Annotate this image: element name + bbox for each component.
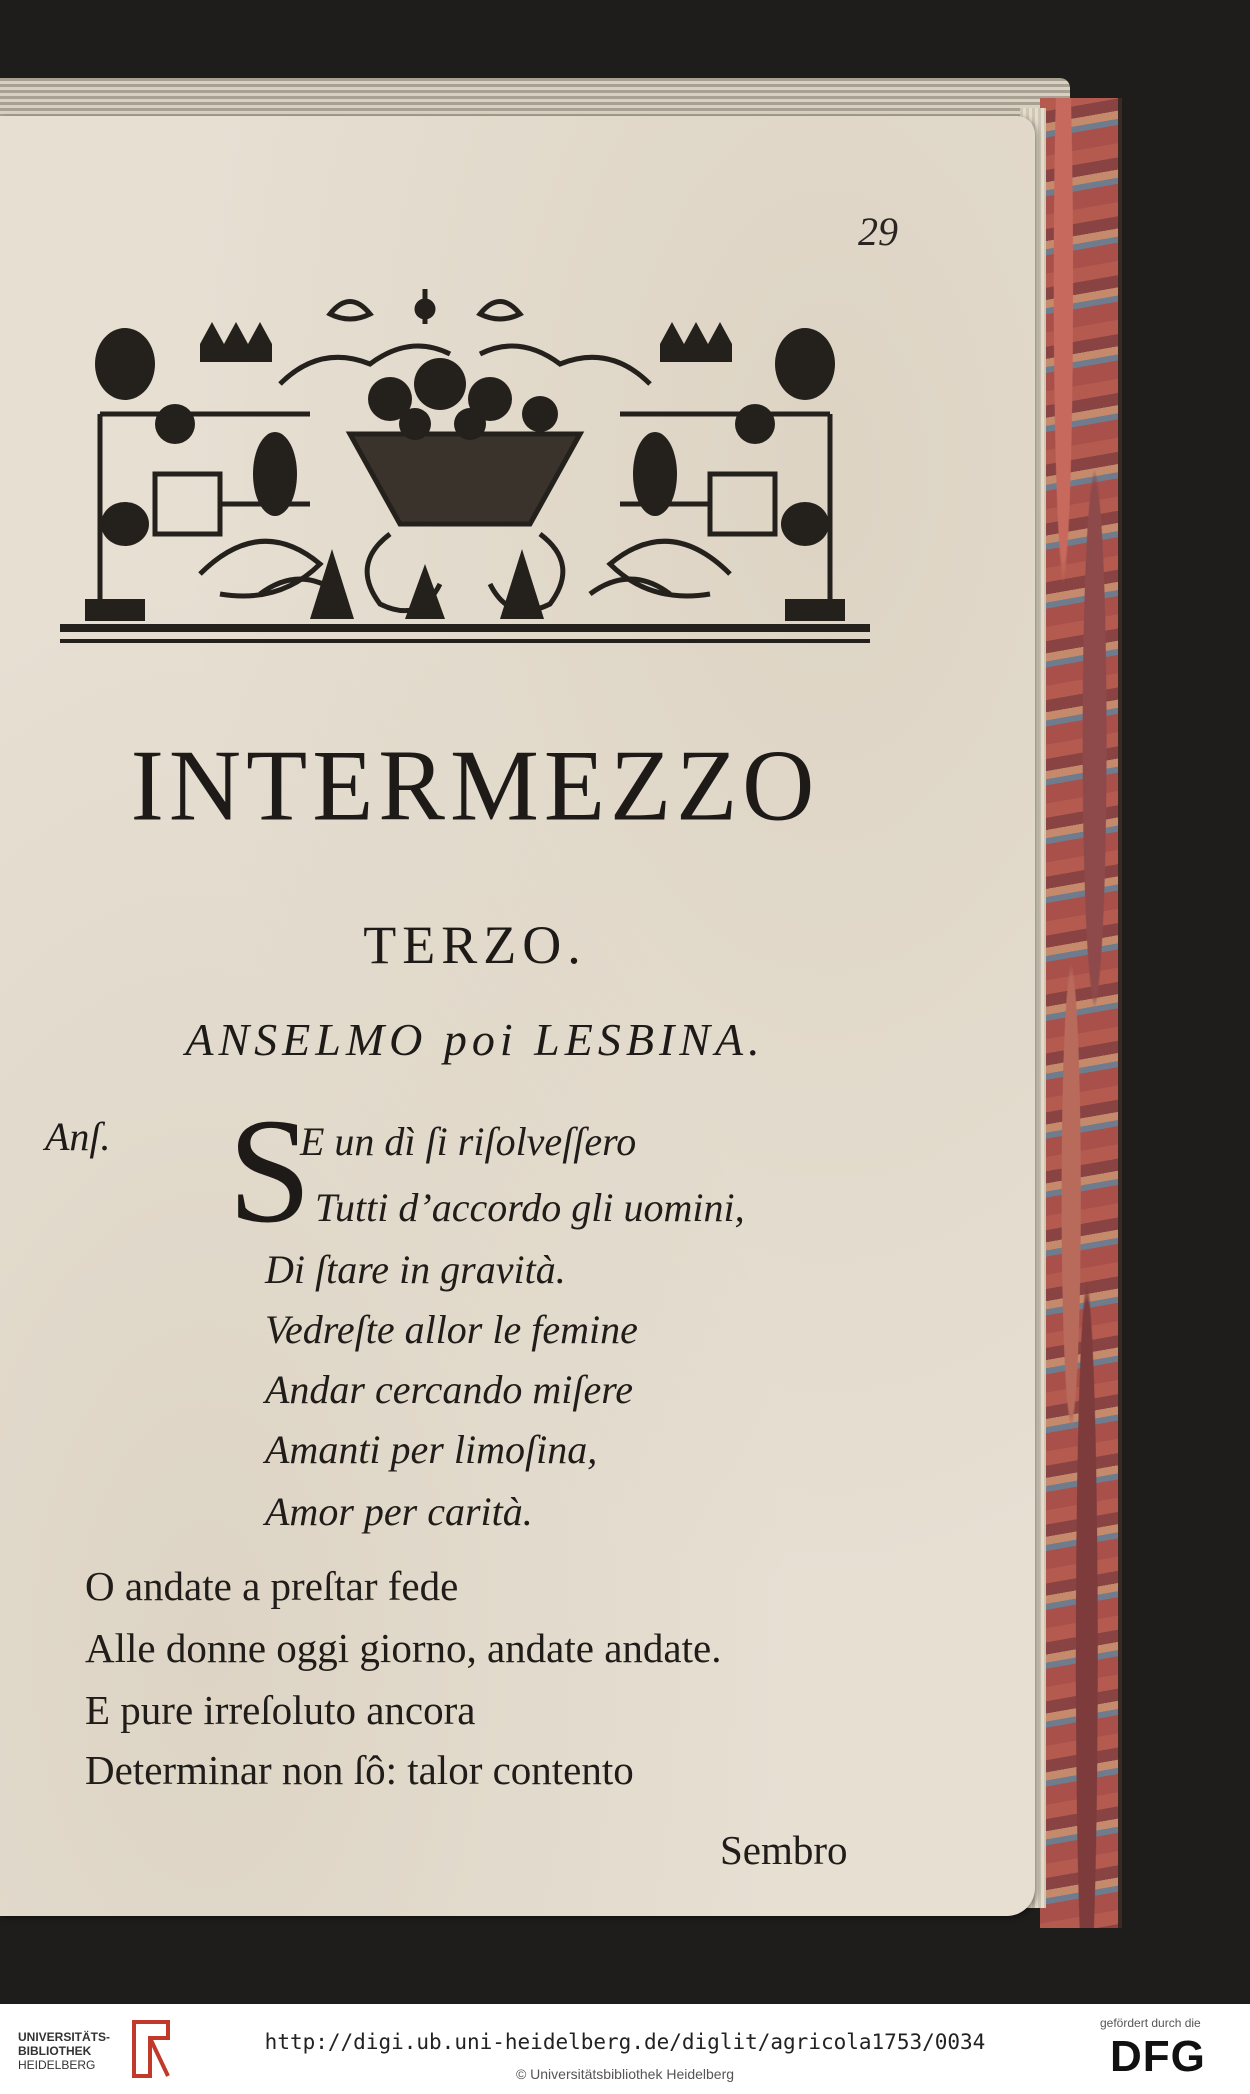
verse-line: E un dì ſi riſolveſſero (300, 1119, 637, 1164)
verse-line: Amanti per limoſina, (265, 1427, 598, 1472)
funding-label: gefördert durch die (1100, 2016, 1201, 2030)
character-heading: ANSELMO poi LESBINA. (185, 1014, 765, 1065)
page-number: 29 (858, 209, 898, 254)
verse-line: Amor per carità. (265, 1489, 533, 1534)
prose-line: E pure irreſoluto ancora (85, 1687, 476, 1733)
page-url-link[interactable]: http://digi.ub.uni-heidelberg.de/diglit/agricola1753/0034 (264, 2030, 986, 2054)
viewer-footer (0, 2004, 1250, 2094)
prose-line: Determinar non ſô: talor contento (85, 1747, 634, 1793)
marbled-cover (1040, 98, 1122, 1928)
prose-line: Alle donne oggi giorno, andate andate. (85, 1625, 722, 1671)
page-title: INTERMEZZO (130, 728, 820, 843)
prose-line: O andate a preſtar fede (85, 1563, 459, 1609)
page-subtitle: TERZO. (363, 915, 587, 975)
verse-line: Vedreſte allor le femine (265, 1307, 638, 1352)
dfg-logo: DFG (1110, 2032, 1206, 2081)
copyright-notice: © Universitätsbibliothek Heidelberg (515, 2066, 735, 2082)
library-name-line: HEIDELBERG (18, 2058, 96, 2072)
book (0, 78, 1118, 1918)
floral-headpiece-ornament-icon (60, 274, 870, 669)
verse-line: Tutti d’accordo gli uomini, (315, 1185, 745, 1230)
drop-cap: S (228, 1088, 312, 1254)
speaker-label: Anſ. (45, 1114, 111, 1159)
verse-line: Andar cercando miſere (265, 1367, 634, 1412)
catchword: Sembro (720, 1827, 848, 1873)
library-name-line: UNIVERSITÄTS- (18, 2030, 111, 2044)
library-name-line: BIBLIOTHEK (18, 2044, 92, 2058)
verse-line: Di ſtare in gravità. (265, 1247, 566, 1292)
book-page (0, 116, 1035, 1916)
